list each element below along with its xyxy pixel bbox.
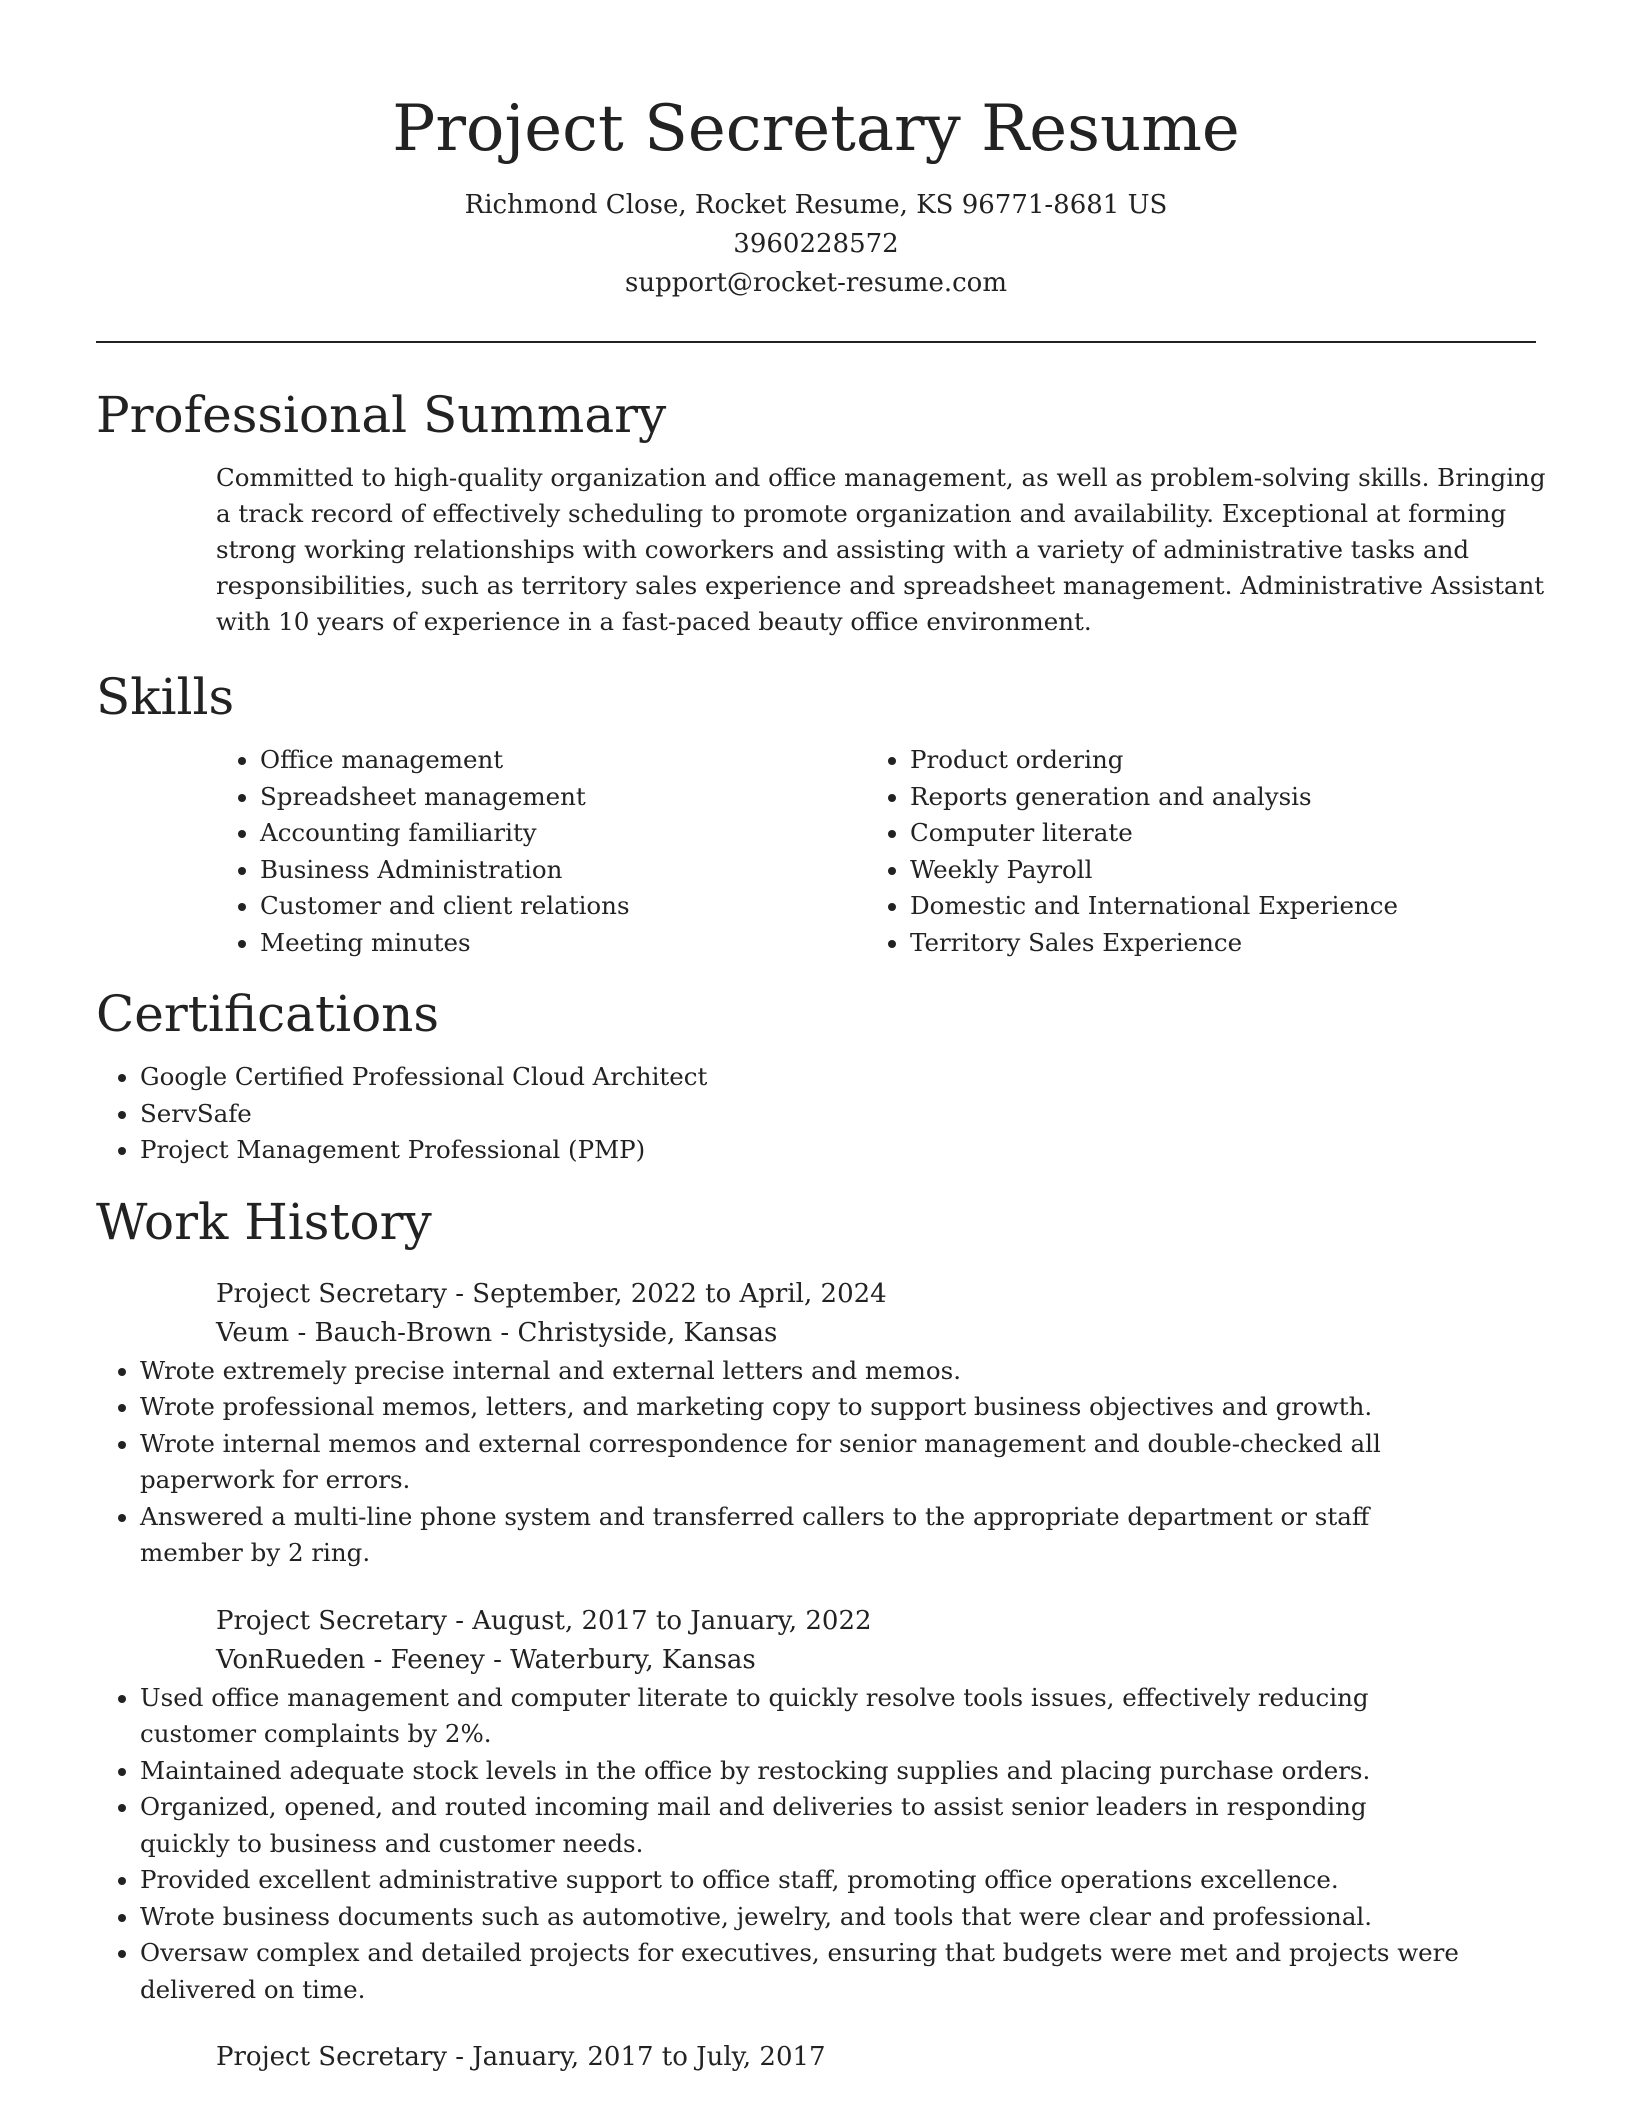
- job-company: VonRueden - Feeney - Waterbury, Kansas: [216, 1644, 756, 1675]
- certifications-section: [96, 971, 1536, 1169]
- summary-text: Committed to high-quality organization and office management, as well as problem-solving skills. Bringing a track record of effectively scheduling to promote organization and availability. Exceptional at forming strong working relationships with coworkers and assisting with a variety of administrative tasks and responsibilities, such as territory sales experience and spreadsheet management. Administrative Assistant with 10 years of experience in a fast-paced beauty office environment.: [216, 463, 1546, 636]
- job-bullet: • Used office management and computer literate to quickly resolve tools issues, effectively reducing customer complaints by 2%.: [140, 1680, 1460, 1753]
- skill-item: • Weekly Payroll: [910, 852, 1516, 889]
- skills-column-left: [216, 742, 866, 961]
- job-bullet: • Answered a multi-line phone system and transferred callers to the appropriate department or staff member by 2 ring.: [140, 1499, 1460, 1572]
- resume-title: Project Secretary Resume: [392, 92, 1240, 166]
- job-bullet: • Provided excellent administrative support to office staff, promoting office operations excellence.: [140, 1862, 1460, 1899]
- contact-address: Richmond Close, Rocket Resume, KS 96771-8681 US: [464, 190, 1168, 220]
- job-title: Project Secretary - August, 2017 to January, 2022: [216, 1605, 872, 1636]
- resume-body: [96, 372, 1546, 2077]
- header-divider: [96, 341, 1536, 343]
- skill-item: • Meeting minutes: [260, 925, 866, 962]
- certifications-heading: Certifications: [96, 985, 440, 1043]
- job-title: Project Secretary - September, 2022 to April, 2024: [216, 1278, 887, 1309]
- job-entry: [96, 1602, 1536, 2009]
- contact-block: [0, 186, 1632, 303]
- certification-item: • Google Certified Professional Cloud Architect: [140, 1059, 1536, 1096]
- skill-item: • Spreadsheet management: [260, 779, 866, 816]
- summary-heading: Professional Summary: [96, 386, 667, 444]
- job-entry: [96, 2038, 1536, 2077]
- job-bullets: [96, 1353, 1460, 1572]
- skill-item: • Accounting familiarity: [260, 815, 866, 852]
- contact-email: support@rocket-resume.com: [624, 268, 1007, 298]
- skill-item: • Product ordering: [910, 742, 1516, 779]
- skill-item: • Customer and client relations: [260, 888, 866, 925]
- skill-item: • Reports generation and analysis: [910, 779, 1516, 816]
- skill-item: • Office management: [260, 742, 866, 779]
- job-entry: [96, 1275, 1536, 1572]
- work-history-section: [96, 1179, 1536, 2078]
- job-bullet: • Oversaw complex and detailed projects for executives, ensuring that budgets were met and projects were delivered on time.: [140, 1935, 1460, 2008]
- summary-section: [96, 372, 1546, 640]
- skills-column-right: [866, 742, 1516, 961]
- job-bullet: • Wrote professional memos, letters, and marketing copy to support business objectives and growth.: [140, 1389, 1460, 1426]
- job-bullet: • Maintained adequate stock levels in the office by restocking supplies and placing purchase orders.: [140, 1753, 1460, 1790]
- job-bullet: • Organized, opened, and routed incoming mail and deliveries to assist senior leaders in responding quickly to business and customer needs.: [140, 1789, 1460, 1862]
- skills-section: [96, 654, 1536, 961]
- resume-header: [0, 0, 1632, 303]
- skill-item: • Business Administration: [260, 852, 866, 889]
- job-bullet: • Wrote extremely precise internal and external letters and memos.: [140, 1353, 1460, 1390]
- job-title: Project Secretary - January, 2017 to July, 2017: [216, 2042, 826, 2072]
- certification-item: • ServSafe: [140, 1096, 1536, 1133]
- contact-phone: 3960228572: [733, 229, 899, 259]
- skills-list-right: [866, 742, 1516, 961]
- skills-columns: [216, 742, 1536, 961]
- certifications-list: [96, 1059, 1536, 1169]
- skill-item: • Domestic and International Experience: [910, 888, 1516, 925]
- job-bullet: • Wrote internal memos and external correspondence for senior management and double-checked all paperwork for errors.: [140, 1426, 1460, 1499]
- job-bullet: • Wrote business documents such as automotive, jewelry, and tools that were clear and professional.: [140, 1899, 1460, 1936]
- skills-heading: Skills: [96, 668, 235, 726]
- skill-item: • Computer literate: [910, 815, 1516, 852]
- skill-item: • Territory Sales Experience: [910, 925, 1516, 962]
- job-company: Veum - Bauch-Brown - Christyside, Kansas: [216, 1317, 778, 1348]
- job-bullets: [96, 1680, 1460, 2009]
- work-history-heading: Work History: [96, 1192, 432, 1251]
- skills-list-left: [216, 742, 866, 961]
- certification-item: • Project Management Professional (PMP): [140, 1132, 1536, 1169]
